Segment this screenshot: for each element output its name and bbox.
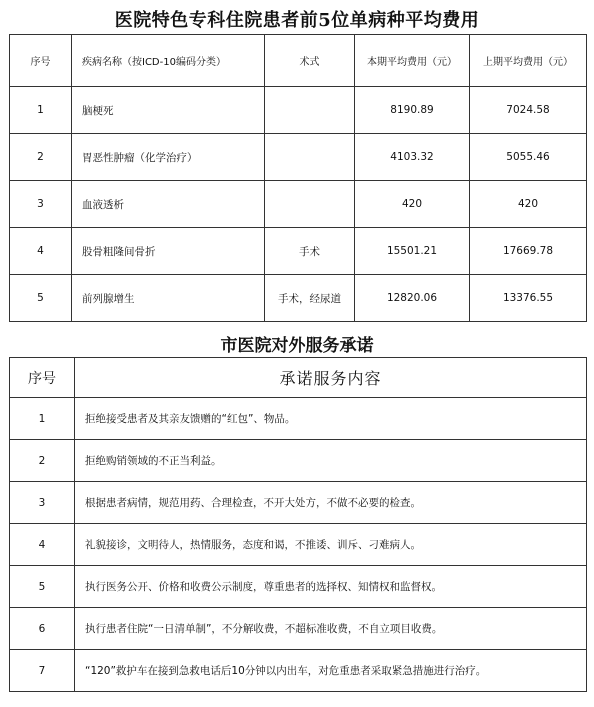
table-header-row <box>10 358 587 398</box>
header-no: 序号 <box>10 35 72 87</box>
commitment-table-title: 市医院对外服务承诺 <box>220 336 374 356</box>
row-no: 2 <box>10 440 75 482</box>
header-content: 承诺服务内容 <box>75 358 587 398</box>
row-surgery <box>265 134 355 181</box>
row-no: 2 <box>10 134 72 181</box>
row-disease: 前列腺增生 <box>72 275 265 322</box>
table-row <box>10 134 587 181</box>
row-no: 4 <box>10 228 72 275</box>
table-row <box>10 440 587 482</box>
row-current-cost: 8190.89 <box>355 87 470 134</box>
table-row <box>10 398 587 440</box>
table-row <box>10 650 587 692</box>
service-commitment-table <box>9 357 587 692</box>
row-surgery <box>265 181 355 228</box>
row-no: 1 <box>10 87 72 134</box>
table-row <box>10 181 587 228</box>
header-no: 序号 <box>10 358 75 398</box>
row-no: 6 <box>10 608 75 650</box>
row-content: 拒绝接受患者及其亲友馈赠的“红包”、物品。 <box>75 398 587 440</box>
row-current-cost: 12820.06 <box>355 275 470 322</box>
row-no: 3 <box>10 482 75 524</box>
table-row <box>10 524 587 566</box>
row-previous-cost: 7024.58 <box>470 87 587 134</box>
row-disease: 胃恶性肿瘤（化学治疗） <box>72 134 265 181</box>
row-no: 7 <box>10 650 75 692</box>
row-no: 1 <box>10 398 75 440</box>
row-disease: 股骨粗隆间骨折 <box>72 228 265 275</box>
table-row <box>10 87 587 134</box>
row-content: 拒绝购销领域的不正当利益。 <box>75 440 587 482</box>
row-current-cost: 420 <box>355 181 470 228</box>
table-row <box>10 608 587 650</box>
row-content: “120”救护车在接到急救电话后10分钟以内出车，对危重患者采取紧急措施进行治疗。 <box>75 650 587 692</box>
table-row <box>10 275 587 322</box>
table-row <box>10 482 587 524</box>
row-disease: 血液透析 <box>72 181 265 228</box>
row-disease: 脑梗死 <box>72 87 265 134</box>
table-row <box>10 566 587 608</box>
row-previous-cost: 13376.55 <box>470 275 587 322</box>
cost-table-title: 医院特色专科住院患者前5位单病种平均费用 <box>114 10 480 31</box>
row-current-cost: 4103.32 <box>355 134 470 181</box>
row-content: 执行患者住院“一日清单制”，不分解收费，不超标准收费，不自立项目收费。 <box>75 608 587 650</box>
header-previous-cost: 上期平均费用（元） <box>470 35 587 87</box>
row-no: 5 <box>10 566 75 608</box>
row-previous-cost: 420 <box>470 181 587 228</box>
table-header-row <box>10 35 587 87</box>
average-cost-table <box>9 34 587 322</box>
row-current-cost: 15501.21 <box>355 228 470 275</box>
row-previous-cost: 5055.46 <box>470 134 587 181</box>
row-no: 4 <box>10 524 75 566</box>
row-previous-cost: 17669.78 <box>470 228 587 275</box>
table-row <box>10 228 587 275</box>
header-disease: 疾病名称（按ICD-10编码分类） <box>72 35 265 87</box>
header-current-cost: 本期平均费用（元） <box>355 35 470 87</box>
row-content: 执行医务公开、价格和收费公示制度，尊重患者的选择权、知情权和监督权。 <box>75 566 587 608</box>
row-no: 5 <box>10 275 72 322</box>
row-surgery <box>265 87 355 134</box>
header-surgery: 术式 <box>265 35 355 87</box>
row-content: 根据患者病情，规范用药、合理检查，不开大处方，不做不必要的检查。 <box>75 482 587 524</box>
row-content: 礼貌接诊，文明待人，热情服务，态度和谒，不推诿、训斥、刁难病人。 <box>75 524 587 566</box>
row-surgery: 手术 <box>265 228 355 275</box>
row-surgery: 手术，经尿道 <box>265 275 355 322</box>
row-no: 3 <box>10 181 72 228</box>
